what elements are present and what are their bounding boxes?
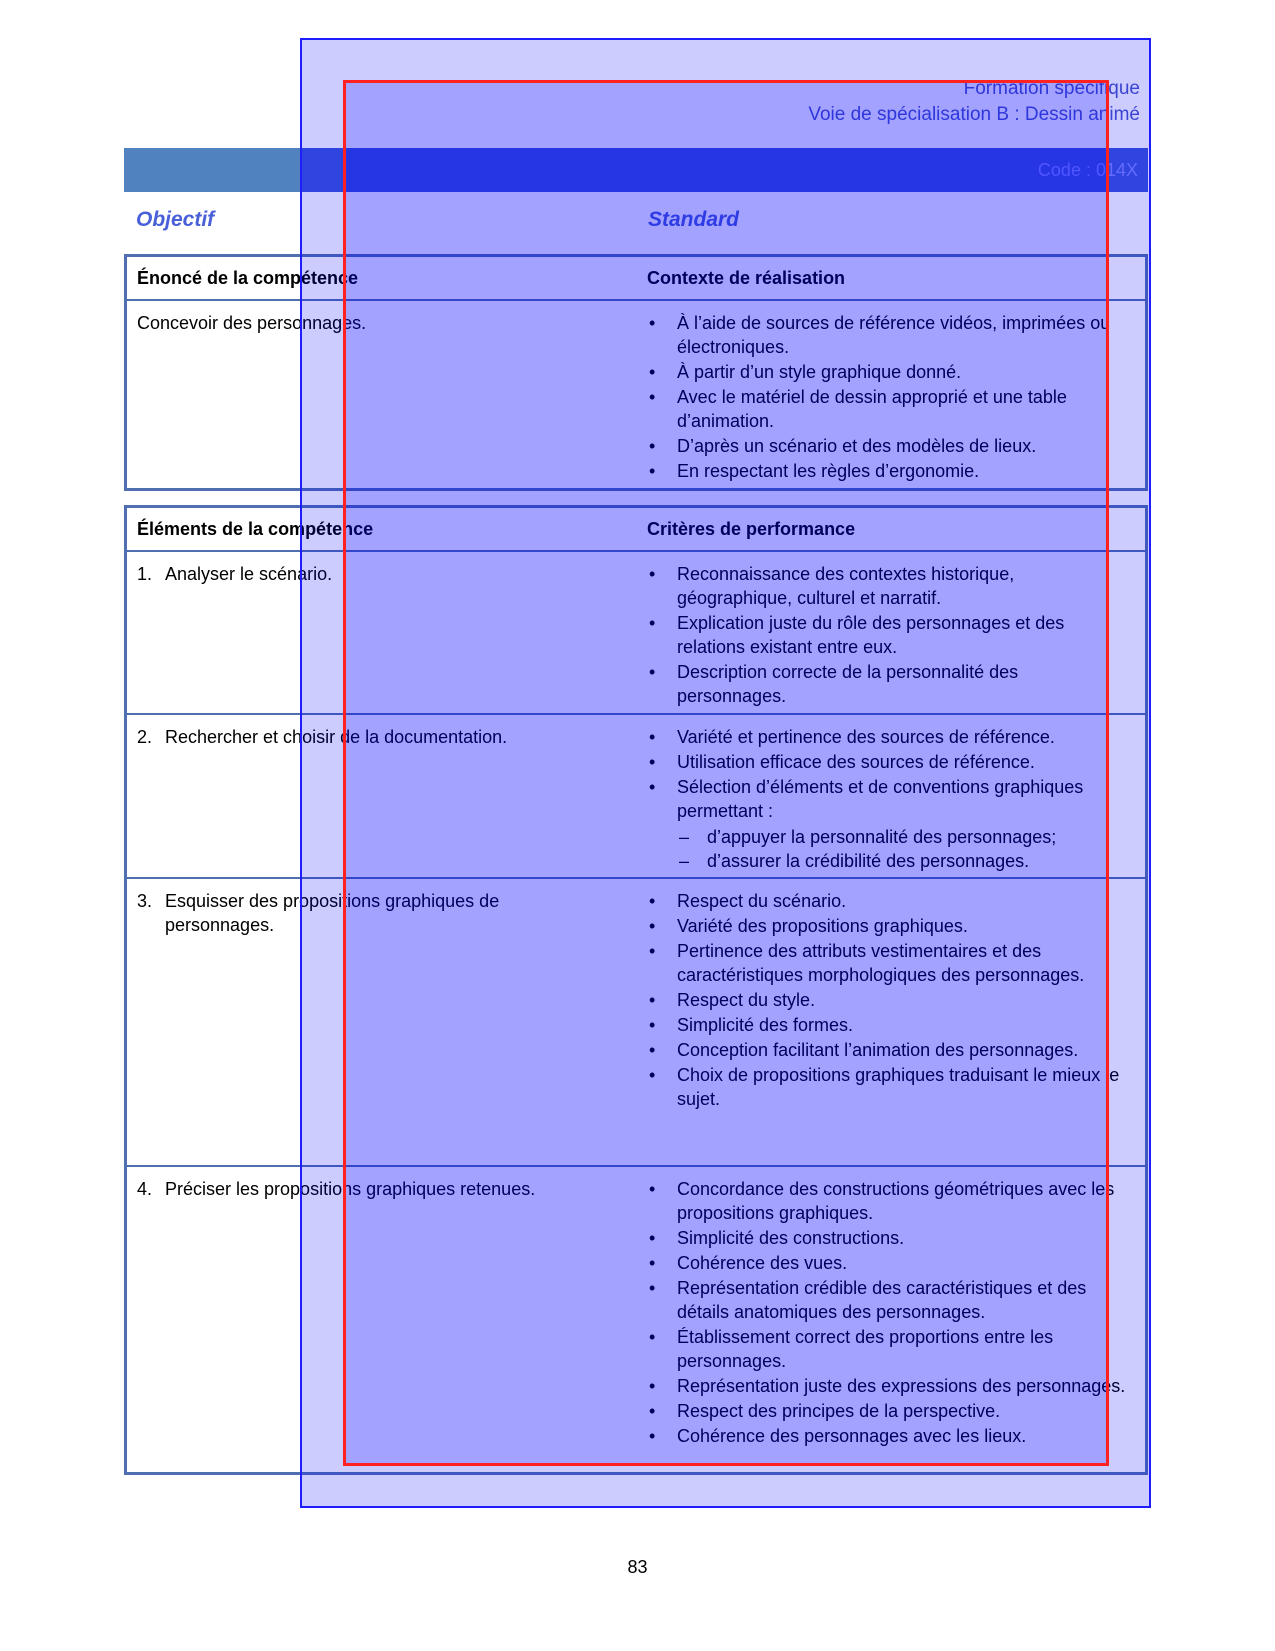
competence-statement: Concevoir des personnages. [137,313,367,333]
criterion: • Représentation crédible des caractéristiques et des détails anatomiques des personnages. [647,1276,1127,1324]
element-text: Analyser le scénario. [165,564,333,584]
context-item: • En respectant les règles d’ergonomie. [647,459,1127,483]
criterion: • Description correcte de la personnalité des personnages. [647,660,1127,708]
criterion: • Cohérence des personnages avec les lieux. [647,1424,1127,1448]
element-label [137,1177,637,1201]
element-label [137,562,637,586]
element-row-3 [127,877,1145,1165]
element-text: Rechercher et choisir de la documentation. [165,727,508,747]
context-item: • Avec le matériel de dessin approprié et une table d’animation. [647,385,1127,433]
element-row-4 [127,1165,1145,1477]
statement-header: Énoncé de la compétence [137,268,359,288]
context-list [647,311,1127,484]
criteria-list [647,562,1127,709]
element-number: 4. [137,1179,153,1199]
sub-criterion: – d’assurer la crédibilité des personnages. [647,849,1127,873]
criterion: • Respect du scénario. [647,889,1127,913]
criterion: • Simplicité des formes. [647,1013,1127,1037]
elements-table [124,505,1148,1475]
context-header: Contexte de réalisation [647,268,846,288]
element-label [137,725,637,749]
code-bar-accent [124,148,302,192]
objectif-heading: Objectif [136,208,215,231]
criterion: • Établissement correct des proportions entre les personnages. [647,1325,1127,1373]
criteria-header: Critères de performance [647,519,856,539]
criterion: • Représentation juste des expressions des personnages. [647,1374,1127,1398]
criterion: • Sélection d’éléments et de conventions graphiques permettant : [647,775,1127,823]
criterion: • Variété des propositions graphiques. [647,914,1127,938]
element-text: Esquisser des propositions graphiques de personnages. [165,891,500,935]
criterion: • Simplicité des constructions. [647,1226,1127,1250]
criterion: • Conception facilitant l’animation des personnages. [647,1038,1127,1062]
element-number: 3. [137,891,153,911]
criterion: • Choix de propositions graphiques traduisant le mieux le sujet. [647,1063,1127,1111]
competence-table-header [127,257,1145,299]
element-row-2 [127,713,1145,877]
competence-table [124,254,1148,491]
element-number: 1. [137,564,153,584]
context-item: • À l’aide de sources de référence vidéos, imprimées ou électroniques. [647,311,1127,359]
criterion: • Pertinence des attributs vestimentaires et des caractéristiques morphologiques des personnages. [647,939,1127,987]
criteria-list [647,1177,1127,1449]
criterion: • Reconnaissance des contextes historique, géographique, culturel et narratif. [647,562,1127,610]
criterion: • Utilisation efficace des sources de référence. [647,750,1127,774]
competence-table-body [127,299,1145,487]
criterion: • Respect des principes de la perspective. [647,1399,1127,1423]
context-item: • D’après un scénario et des modèles de lieux. [647,434,1127,458]
criterion: • Concordance des constructions géométriques avec les propositions graphiques. [647,1177,1127,1225]
competency-code: Code : 014X [1037,160,1138,180]
criterion: • Respect du style. [647,988,1127,1012]
criteria-list [647,889,1127,1112]
code-bar [124,148,1148,192]
page-number: 83 [627,1557,648,1577]
header-program: Formation spécifique [963,78,1140,99]
criterion: • Variété et pertinence des sources de référence. [647,725,1127,749]
element-number: 2. [137,727,153,747]
context-item: • À partir d’un style graphique donné. [647,360,1127,384]
sub-criterion: – d’appuyer la personnalité des personnages; [647,825,1127,849]
standard-heading: Standard [648,208,740,231]
criterion: • Explication juste du rôle des personnages et des relations existant entre eux. [647,611,1127,659]
elements-header: Éléments de la compétence [137,519,374,539]
element-text: Préciser les propositions graphiques retenues. [165,1179,536,1199]
element-row-1 [127,550,1145,713]
element-label [137,889,637,937]
criteria-list [647,725,1127,873]
criterion: • Cohérence des vues. [647,1251,1127,1275]
elements-table-header [127,508,1145,550]
header-specialisation: Voie de spécialisation B : Dessin animé [808,104,1140,125]
